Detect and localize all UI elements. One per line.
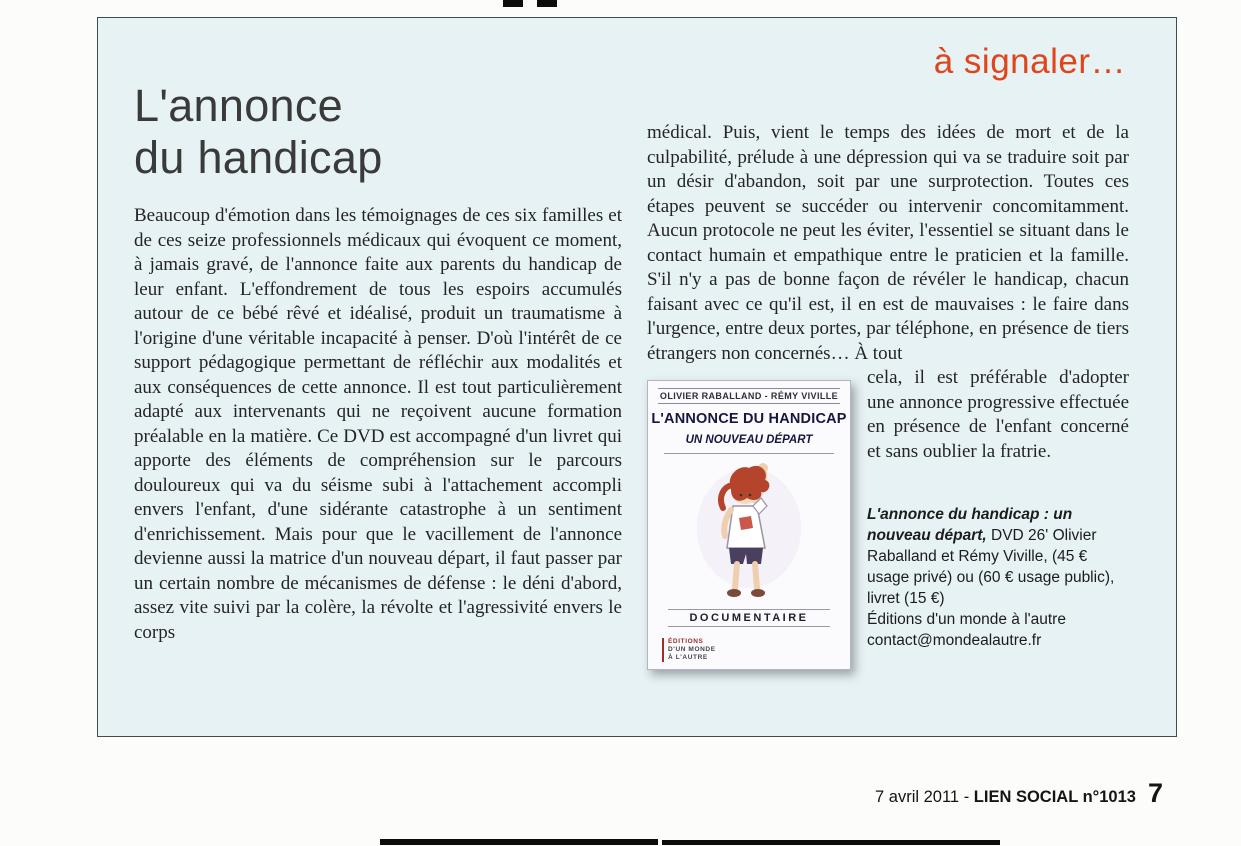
cover-title: L'ANNONCE DU HANDICAP <box>651 411 847 427</box>
cover-publisher-line3: À L'AUTRE <box>668 654 708 661</box>
signal-label: à signaler… <box>933 42 1126 81</box>
article-right-column <box>647 121 1129 678</box>
dvd-cover-face <box>647 380 851 670</box>
caption-contact: contact@mondealautre.fr <box>867 632 1042 649</box>
cover-authors: OLIVIER RABALLAND - RÉMY VIVILLE <box>658 388 840 404</box>
article-title-line1: L'annonce <box>134 80 343 131</box>
footer-page-number: 7 <box>1147 778 1163 808</box>
footer-date: 7 avril 2011 - <box>875 788 974 806</box>
cover-publisher-line2: D'UN MONDE <box>668 646 716 653</box>
article-title <box>134 80 383 184</box>
caption-details: DVD 26' Olivier Raballand et Rémy Viville, (45 € usage privé) ou (60 € usage public), livret (15 €) <box>867 527 1115 607</box>
cover-genre: DOCUMENTAIRE <box>668 609 830 627</box>
cover-subtitle-rule <box>664 430 834 454</box>
cover-art-area <box>648 456 850 609</box>
article-left-column: Beaucoup d'émotion dans les témoignages de ces six familles et de ces seize professionnels médicaux qui évoquent ce moment, à jamais gravé, de l'annonce faite aux parents du handicap de leur enfant. L'effondrement de tous les espoirs accumulés autour de ce bébé rêvé et idéalisé, produit un traumatisme à l'origine d'une véritable incapacité à penser. D'où l'intérêt de ce support pédagogique permettant de réfléchir aux modalités et aux conséquences de cette annonce. Il est tout particulièrement adapté aux intervenants qui ne reçoivent aucune formation préalable en la matière. Ce DVD est accompagné d'un livret qui apporte des éléments de compréhension sur le parcours douloureux qui va du séisme subi à l'attachement accompli envers l'enfant, d'une sidérante catastrophe à un sentiment d'enrichissement. Mais pour que le vacillement de l'annonce devienne aussi la matrice d'un nouveau départ, il faut passer par un certain nombre de mécanismes de défense : le déni d'abord, assez vite suivi par la colère, la révolte et l'agressivité envers le corps <box>134 205 622 643</box>
scan-artifact-bottom-1 <box>380 839 658 845</box>
dvd-cover <box>647 380 851 670</box>
scan-artifact-bottom-2 <box>662 840 1000 845</box>
article-title-line2: du handicap <box>134 132 383 183</box>
scan-artifact-top-2 <box>537 0 557 7</box>
scan-artifact-top-1 <box>503 0 523 7</box>
article-wrap-paragraph: cela, il est préférable d'adopter une annonce progressive effectuée en présence de l'enfant concerné et sans oublier la fratrie. <box>867 367 1129 462</box>
article-right-paragraph: médical. Puis, vient le temps des idées de mort et de la culpabilité, prélude à une dépression qui va se traduire soit par un désir d'abandon, soit par une surprotection. Toutes ces étapes peuvent se succéder ou intervenir concomitamment. Aucun protocole ne peut les éviter, l'essentiel se situant dans le contact humain et empathique entre le praticien et la famille. S'il n'y a pas de bonne façon de révéler le handicap, chacun faisant avec ce qu'il est, il en est de mauvaises : le faire dans l'urgence, entre deux portes, par téléphone, en présence de tiers étrangers non concernés… À tout <box>647 122 1129 364</box>
cover-publisher-logo <box>662 638 716 662</box>
cover-subtitle: UN NOUVEAU DÉPART <box>685 434 813 446</box>
caption-title: L'annonce du handicap : un nouveau départ, <box>867 506 1073 544</box>
cover-publisher-line1: ÉDITIONS <box>668 638 704 645</box>
girl-illustration <box>689 456 809 604</box>
caption-publisher: Éditions d'un monde à l'autre <box>867 611 1066 628</box>
article-panel <box>97 17 1177 737</box>
footer-magazine: LIEN SOCIAL n°1013 <box>973 788 1136 806</box>
footer-credit <box>875 778 1163 809</box>
